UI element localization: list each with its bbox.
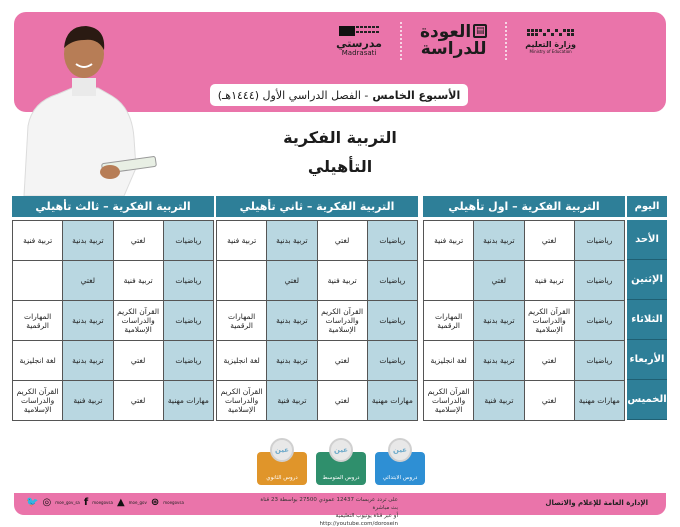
- table-row: [13, 261, 214, 301]
- table-cell: تربية بدنية: [63, 301, 113, 341]
- back-to-school-logo: [420, 24, 487, 58]
- table-row: [13, 381, 214, 421]
- table-cell: رياضيات: [163, 261, 213, 301]
- table-cell: تربية فنية: [424, 221, 474, 261]
- table-cell: المهارات الرقمية: [217, 301, 267, 341]
- table-cell: تربية فنية: [13, 221, 63, 261]
- table-cell: لغة انجليزية: [217, 341, 267, 381]
- grade-1-title: التربية الفكرية – اول تأهيلي: [423, 196, 625, 217]
- table-cell: تربية بدنية: [267, 221, 317, 261]
- table-cell: القرآن الكريم والدراسات الإسلامية: [524, 301, 574, 341]
- day-header: اليوم: [627, 196, 667, 217]
- table-cell: تربية فنية: [113, 261, 163, 301]
- table-row: [217, 341, 418, 381]
- table-cell: تربية بدنية: [267, 341, 317, 381]
- table-row: [424, 221, 625, 261]
- table-cell: القرآن الكريم والدراسات الإسلامية: [113, 301, 163, 341]
- table-cell: تربية بدنية: [474, 301, 524, 341]
- table-row: [217, 221, 418, 261]
- grade-2-table: [216, 220, 418, 421]
- social-handle[interactable]: moegovsa: [92, 500, 113, 505]
- table-cell: تربية فنية: [524, 261, 574, 301]
- table-row: [13, 221, 214, 261]
- book-icon: ▤: [473, 24, 487, 38]
- ein-primary-button[interactable]: [375, 446, 425, 485]
- table-cell: القرآن الكريم والدراسات الإسلامية: [424, 381, 474, 421]
- grade-1-table: [423, 220, 625, 421]
- table-cell: لغة انجليزية: [13, 341, 63, 381]
- madrasati-mark-icon: [339, 26, 379, 36]
- ministry-of-education-logo: [525, 29, 576, 54]
- table-cell: مهارات مهنية: [574, 381, 624, 421]
- snapchat-icon[interactable]: ▲: [116, 497, 125, 508]
- footer-banner: [14, 493, 666, 527]
- madrasati-english: Madrasati: [341, 48, 377, 57]
- table-cell: لغتي: [63, 261, 113, 301]
- ein-primary-label: دروس الابتدائي: [382, 475, 418, 481]
- table-cell: لغتي: [317, 221, 367, 261]
- table-cell: تربية بدنية: [474, 341, 524, 381]
- table-cell: تربية بدنية: [474, 221, 524, 261]
- ein-logo-icon: عين: [329, 438, 353, 462]
- day-thursday: الخميس: [627, 380, 667, 420]
- table-cell: القرآن الكريم والدراسات الإسلامية: [317, 301, 367, 341]
- table-cell: رياضيات: [574, 341, 624, 381]
- table-cell: لغتي: [317, 381, 367, 421]
- table-cell: رياضيات: [163, 301, 213, 341]
- table-cell: تربية فنية: [317, 261, 367, 301]
- back-to-school-line2: للدراسة: [420, 39, 487, 59]
- table-row: [13, 341, 214, 381]
- media-department-logo: الإدارة العامة للإعلام والاتصال: [545, 499, 648, 507]
- table-cell: مهارات مهنية: [367, 381, 417, 421]
- week-label: الأسبوع الخامس: [372, 88, 461, 102]
- moe-dots-icon: [527, 29, 574, 36]
- table-cell: رياضيات: [163, 221, 213, 261]
- table-cell: لغة انجليزية: [424, 341, 474, 381]
- table-cell: [13, 261, 63, 301]
- table-cell: مهارات مهنية: [163, 381, 213, 421]
- program-title: التأهيلي: [307, 157, 373, 176]
- table-cell: رياضيات: [367, 341, 417, 381]
- page-titles: [240, 128, 440, 176]
- week-term-label: [210, 84, 468, 106]
- table-cell: رياضيات: [574, 261, 624, 301]
- social-handle[interactable]: moegovsa: [163, 500, 184, 505]
- ein-logo-icon: عين: [270, 438, 294, 462]
- ein-intermediate-label: دروس المتوسط: [322, 475, 360, 481]
- grade-3-schedule: [12, 196, 214, 421]
- grade-2-schedule: [216, 196, 418, 421]
- table-cell: رياضيات: [367, 261, 417, 301]
- table-cell: لغتي: [113, 221, 163, 261]
- table-cell: لغتي: [524, 341, 574, 381]
- ein-secondary-button[interactable]: [257, 446, 307, 485]
- day-wednesday: الأربعاء: [627, 340, 667, 380]
- table-row: [424, 381, 625, 421]
- twitter-icon[interactable]: 🐦: [26, 497, 39, 508]
- divider: [400, 22, 402, 60]
- table-cell: تربية بدنية: [63, 341, 113, 381]
- table-cell: تربية فنية: [63, 381, 113, 421]
- grade-3-title: التربية الفكرية – ثالث تأهيلي: [12, 196, 214, 217]
- table-cell: لغتي: [524, 221, 574, 261]
- day-column: [627, 196, 667, 420]
- table-cell: لغتي: [113, 341, 163, 381]
- back-to-school-line1: العودة: [420, 22, 472, 42]
- table-cell: تربية بدنية: [267, 301, 317, 341]
- ein-logo-icon: عين: [388, 438, 412, 462]
- dribbble-icon[interactable]: ⊛: [150, 497, 160, 508]
- table-cell: لغتي: [113, 381, 163, 421]
- divider: [505, 22, 507, 60]
- table-cell: تربية فنية: [474, 381, 524, 421]
- table-cell: لغتي: [474, 261, 524, 301]
- logos-row: [336, 22, 576, 60]
- social-handle[interactable]: moe_gov_sa: [55, 500, 80, 505]
- madrasati-logo: [336, 26, 382, 57]
- grade-3-table: [12, 220, 214, 421]
- student-image: [14, 18, 159, 196]
- broadcast-info: [258, 496, 398, 527]
- day-tuesday: الثلاثاء: [627, 300, 667, 340]
- broadcast-line-1: على تردد عربسات 12437 عمودي 27500 بواسطة 23 قناة بث مباشرة: [260, 497, 398, 511]
- table-cell: المهارات الرقمية: [424, 301, 474, 341]
- term-label: - الفصل الدراسي الأول (١٤٤٤هـ): [217, 88, 369, 102]
- table-cell: رياضيات: [574, 221, 624, 261]
- table-row: [217, 301, 418, 341]
- grade-1-schedule: [423, 196, 625, 421]
- table-cell: [424, 261, 474, 301]
- social-links: [26, 497, 184, 508]
- facebook-icon[interactable]: f: [83, 497, 89, 508]
- ein-intermediate-button[interactable]: [316, 446, 366, 485]
- madrasati-arabic: مدرستي: [336, 36, 382, 50]
- ein-channels: [257, 446, 425, 485]
- grade-2-title: التربية الفكرية – ثاني تأهيلي: [216, 196, 418, 217]
- table-cell: لغتي: [524, 381, 574, 421]
- table-cell: لغتي: [267, 261, 317, 301]
- broadcast-line-2[interactable]: أو عبر قناة يوتيوب التعليمية http://youtube.com/dorosein: [319, 513, 398, 527]
- subject-title: التربية الفكرية: [283, 128, 397, 147]
- table-cell: القرآن الكريم والدراسات الإسلامية: [13, 381, 63, 421]
- instagram-icon[interactable]: ◎: [42, 497, 52, 508]
- table-cell: رياضيات: [367, 221, 417, 261]
- table-row: [424, 261, 625, 301]
- table-cell: رياضيات: [163, 341, 213, 381]
- table-row: [217, 381, 418, 421]
- table-cell: تربية فنية: [267, 381, 317, 421]
- table-cell: [217, 261, 267, 301]
- table-cell: رياضيات: [574, 301, 624, 341]
- table-row: [13, 301, 214, 341]
- table-cell: رياضيات: [367, 301, 417, 341]
- table-cell: لغتي: [317, 341, 367, 381]
- social-handle[interactable]: moe_gov: [128, 500, 147, 505]
- table-row: [424, 301, 625, 341]
- table-row: [217, 261, 418, 301]
- day-monday: الإثنين: [627, 260, 667, 300]
- table-cell: تربية بدنية: [63, 221, 113, 261]
- table-cell: تربية فنية: [217, 221, 267, 261]
- moe-logo-english: Ministry of Education: [529, 48, 572, 54]
- moe-logo-arabic: وزارة التعليم: [525, 39, 576, 49]
- day-sunday: الأحد: [627, 220, 667, 260]
- ein-secondary-label: دروس الثانوي: [266, 475, 298, 481]
- table-cell: المهارات الرقمية: [13, 301, 63, 341]
- table-cell: القرآن الكريم والدراسات الإسلامية: [217, 381, 267, 421]
- table-row: [424, 341, 625, 381]
